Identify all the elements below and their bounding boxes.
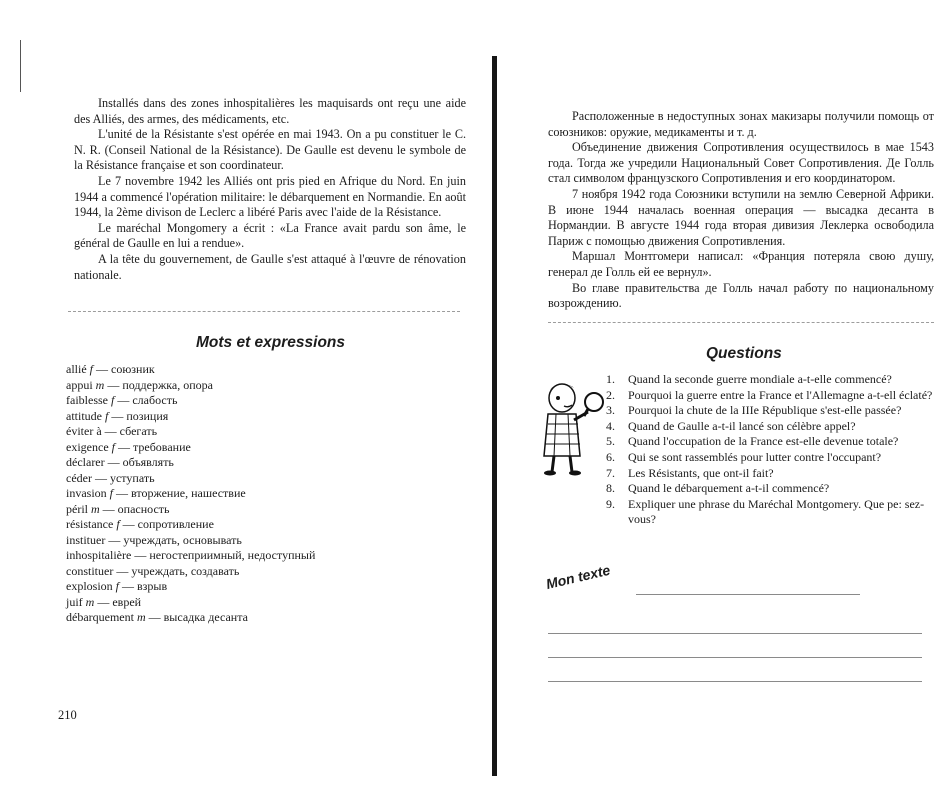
vocab-word: faiblesse [66,393,108,407]
left-paragraph-3: Le 7 novembre 1942 les Alliés ont pris pied en Afrique du Nord. En juin 1944 a commencé l'opération militaire: le débarquement en Normandie. En août 1944, la 2ème divison de Leclerc a libéré Paris avec l'aide de la Résistance. [74,173,466,220]
vocab-item [66,517,396,533]
question-number: 4. [606,418,615,433]
right-paragraph-5: Во главе правительства де Голль начал работу по национальному возрождению. [548,280,934,311]
vocab-translation: — еврей [97,594,142,609]
vocab-item [66,409,396,425]
vocab-translation: — поддержка, опора [107,377,213,392]
question-text: Pourquoi la chute de la IIIe République s'est-elle passée? [628,403,902,418]
question-number: 2. [606,387,615,402]
vocab-translation: — сопротивление [122,517,214,531]
vocab-word: appui [66,377,93,392]
right-text-block [548,109,934,312]
vocab-gender: f [109,486,114,500]
question-item [606,497,936,528]
vocab-translation: — сбегать [104,424,158,438]
vocab-gender: f [111,439,115,454]
vocab-word: éviter à [66,424,102,438]
left-paragraph-5: A la tête du gouvernement, de Gaulle s'est attaqué à l'œuvre de rénovation nationale. [74,251,466,282]
vocab-translation: — вторжение, нашествие [116,486,246,500]
left-separator [68,311,460,312]
question-number: 9. [606,496,615,511]
question-text: Les Résistants, que ont-il fait? [628,465,774,480]
left-paragraph-1: Installés dans des zones inhospitalières les maquisards ont reçu une aide des Alliés, des armes, des médicaments, etc. [74,96,466,126]
writing-line-4[interactable] [548,681,922,682]
vocab-translation: — уступать [94,470,155,485]
vocab-word: constituer [66,563,114,578]
question-text: Quand l'occupation de la France est-elle devenue totale? [628,434,899,449]
detective-with-magnifier-icon [530,376,610,476]
vocab-item [66,424,396,440]
right-paragraph-4: Маршал Монтгомери написал: «Франция потеряла свою душу, генерал де Голль ей ее вернул». [548,249,934,279]
question-item [606,419,936,435]
vocab-item [66,548,396,564]
right-paragraph-1: Расположенные в недоступных зонах макизары получили помощь от союзников: оружие, медикаменты и т. д. [548,109,934,139]
question-item [606,372,936,388]
vocab-word: résistance [66,517,114,531]
vocab-item [66,393,396,409]
question-item [606,403,936,419]
vocab-gender: m [136,610,146,624]
vocab-word: allié [66,362,87,376]
right-paragraph-2: Объединение движения Сопротивления осуществилось в мае 1543 года. Тогда же учредили Национальный Совет Сопротивления. Де Голль стал символом французского Сопротивления и его координатором. [548,140,934,186]
questions-title: Questions [706,345,782,362]
vocab-item [66,564,396,580]
mon-texte-label: Mon texte [544,561,612,592]
vocab-word: explosion [66,579,113,593]
question-number: 1. [606,372,615,386]
vocab-word: péril [66,501,88,516]
question-number: 3. [606,403,615,418]
page-number-left: 210 [58,708,77,722]
vocab-translation: — слабость [117,393,178,407]
vocab-translation: — учреждать, основывать [108,532,242,547]
vocab-item [66,533,396,549]
question-text: Quand le débarquement a-t-il commencé? [628,481,830,496]
vocab-word: débarquement [66,610,134,624]
question-number: 8. [606,481,615,496]
vocab-translation: — опасность [102,501,170,516]
right-separator [548,322,934,323]
vocab-translation: — негостеприимный, недоступный [134,548,316,562]
vocab-word: déclarer [66,455,105,469]
vocab-gender: f [105,408,109,423]
vocab-translation: — учреждать, создавать [116,563,240,578]
vocab-item [66,486,396,502]
vocab-item [66,362,396,378]
vocab-gender: f [116,517,120,531]
vocab-word: inhospitalière [66,548,132,562]
vocab-item [66,579,396,595]
question-text: Quand de Gaulle a-t-il lancé son célèbre appel? [628,418,856,433]
vocab-word: céder [66,470,92,485]
vocab-title: Mots et expressions [196,334,346,351]
vocab-word: invasion [66,486,107,500]
vocab-gender: f [89,362,93,376]
left-paragraph-2: L'unité de la Résistante s'est opérée en mai 1943. On a pu constituer le C. N. R. (Conseil National de la Résistance). De Gaulle est devenu le symbole de la Résistance française et son coordinateur. [74,127,466,173]
vocab-gender: f [110,393,115,407]
vocab-word: exigence [66,439,109,454]
vocab-word: attitude [66,408,102,423]
vocab-gender: f [115,579,120,593]
vocab-gender: m [95,377,105,392]
vocab-translation: — объявлять [107,455,174,469]
question-item [606,388,936,404]
writing-line-3[interactable] [548,657,922,658]
vocab-item [66,440,396,456]
writing-line-2[interactable] [548,633,922,634]
vocab-word: juif [66,594,83,609]
left-text-block [74,96,466,283]
vocab-item [66,378,396,394]
vocab-list [66,362,396,626]
vocab-gender: m [91,501,100,516]
question-item [606,450,936,466]
left-paragraph-4: Le maréchal Mongomery a écrit : «La France avait pardu son âme, le général de Gaulle en lui a rendue». [74,220,466,251]
vocab-item [66,610,396,626]
vocab-gender: m [85,594,95,609]
question-item [606,434,936,450]
vocab-word: instituer [66,532,106,547]
vocab-translation: — высадка десанта [148,610,248,624]
question-item [606,466,936,482]
vocab-translation: — требование [117,439,191,454]
question-text: Expliquer une phrase du Maréchal Montgomery. Que pe: sez-vous? [628,496,925,527]
writing-line-1[interactable] [636,594,860,595]
question-text: Quand la seconde guerre mondiale a-t-elle commencé? [628,372,892,386]
question-number: 6. [606,449,615,464]
question-number: 5. [606,434,615,449]
vocab-item [66,502,396,518]
vocab-item [66,471,396,487]
question-list [606,372,936,528]
question-text: Pourquoi la guerre entre la France et l'Allemagne a-t-ell éclaté? [628,387,933,402]
right-paragraph-3: 7 ноября 1942 года Союзники вступили на землю Северной Африки. В июне 1944 началась военная операция — высадка десанта в Нормандии. В августе 1944 года вторая дивизия Леклерка освободила Париж с помощью движения Сопротивления. [548,186,934,248]
vocab-translation: — позиция [111,408,169,423]
vocab-translation: — взрыв [122,579,168,593]
vocab-item [66,455,396,471]
vocab-item [66,595,396,611]
vocab-translation: — союзник [96,362,155,376]
question-item [606,481,936,497]
question-text: Qui se sont rassemblés pour lutter contre l'occupant? [628,449,882,464]
question-number: 7. [606,465,615,480]
